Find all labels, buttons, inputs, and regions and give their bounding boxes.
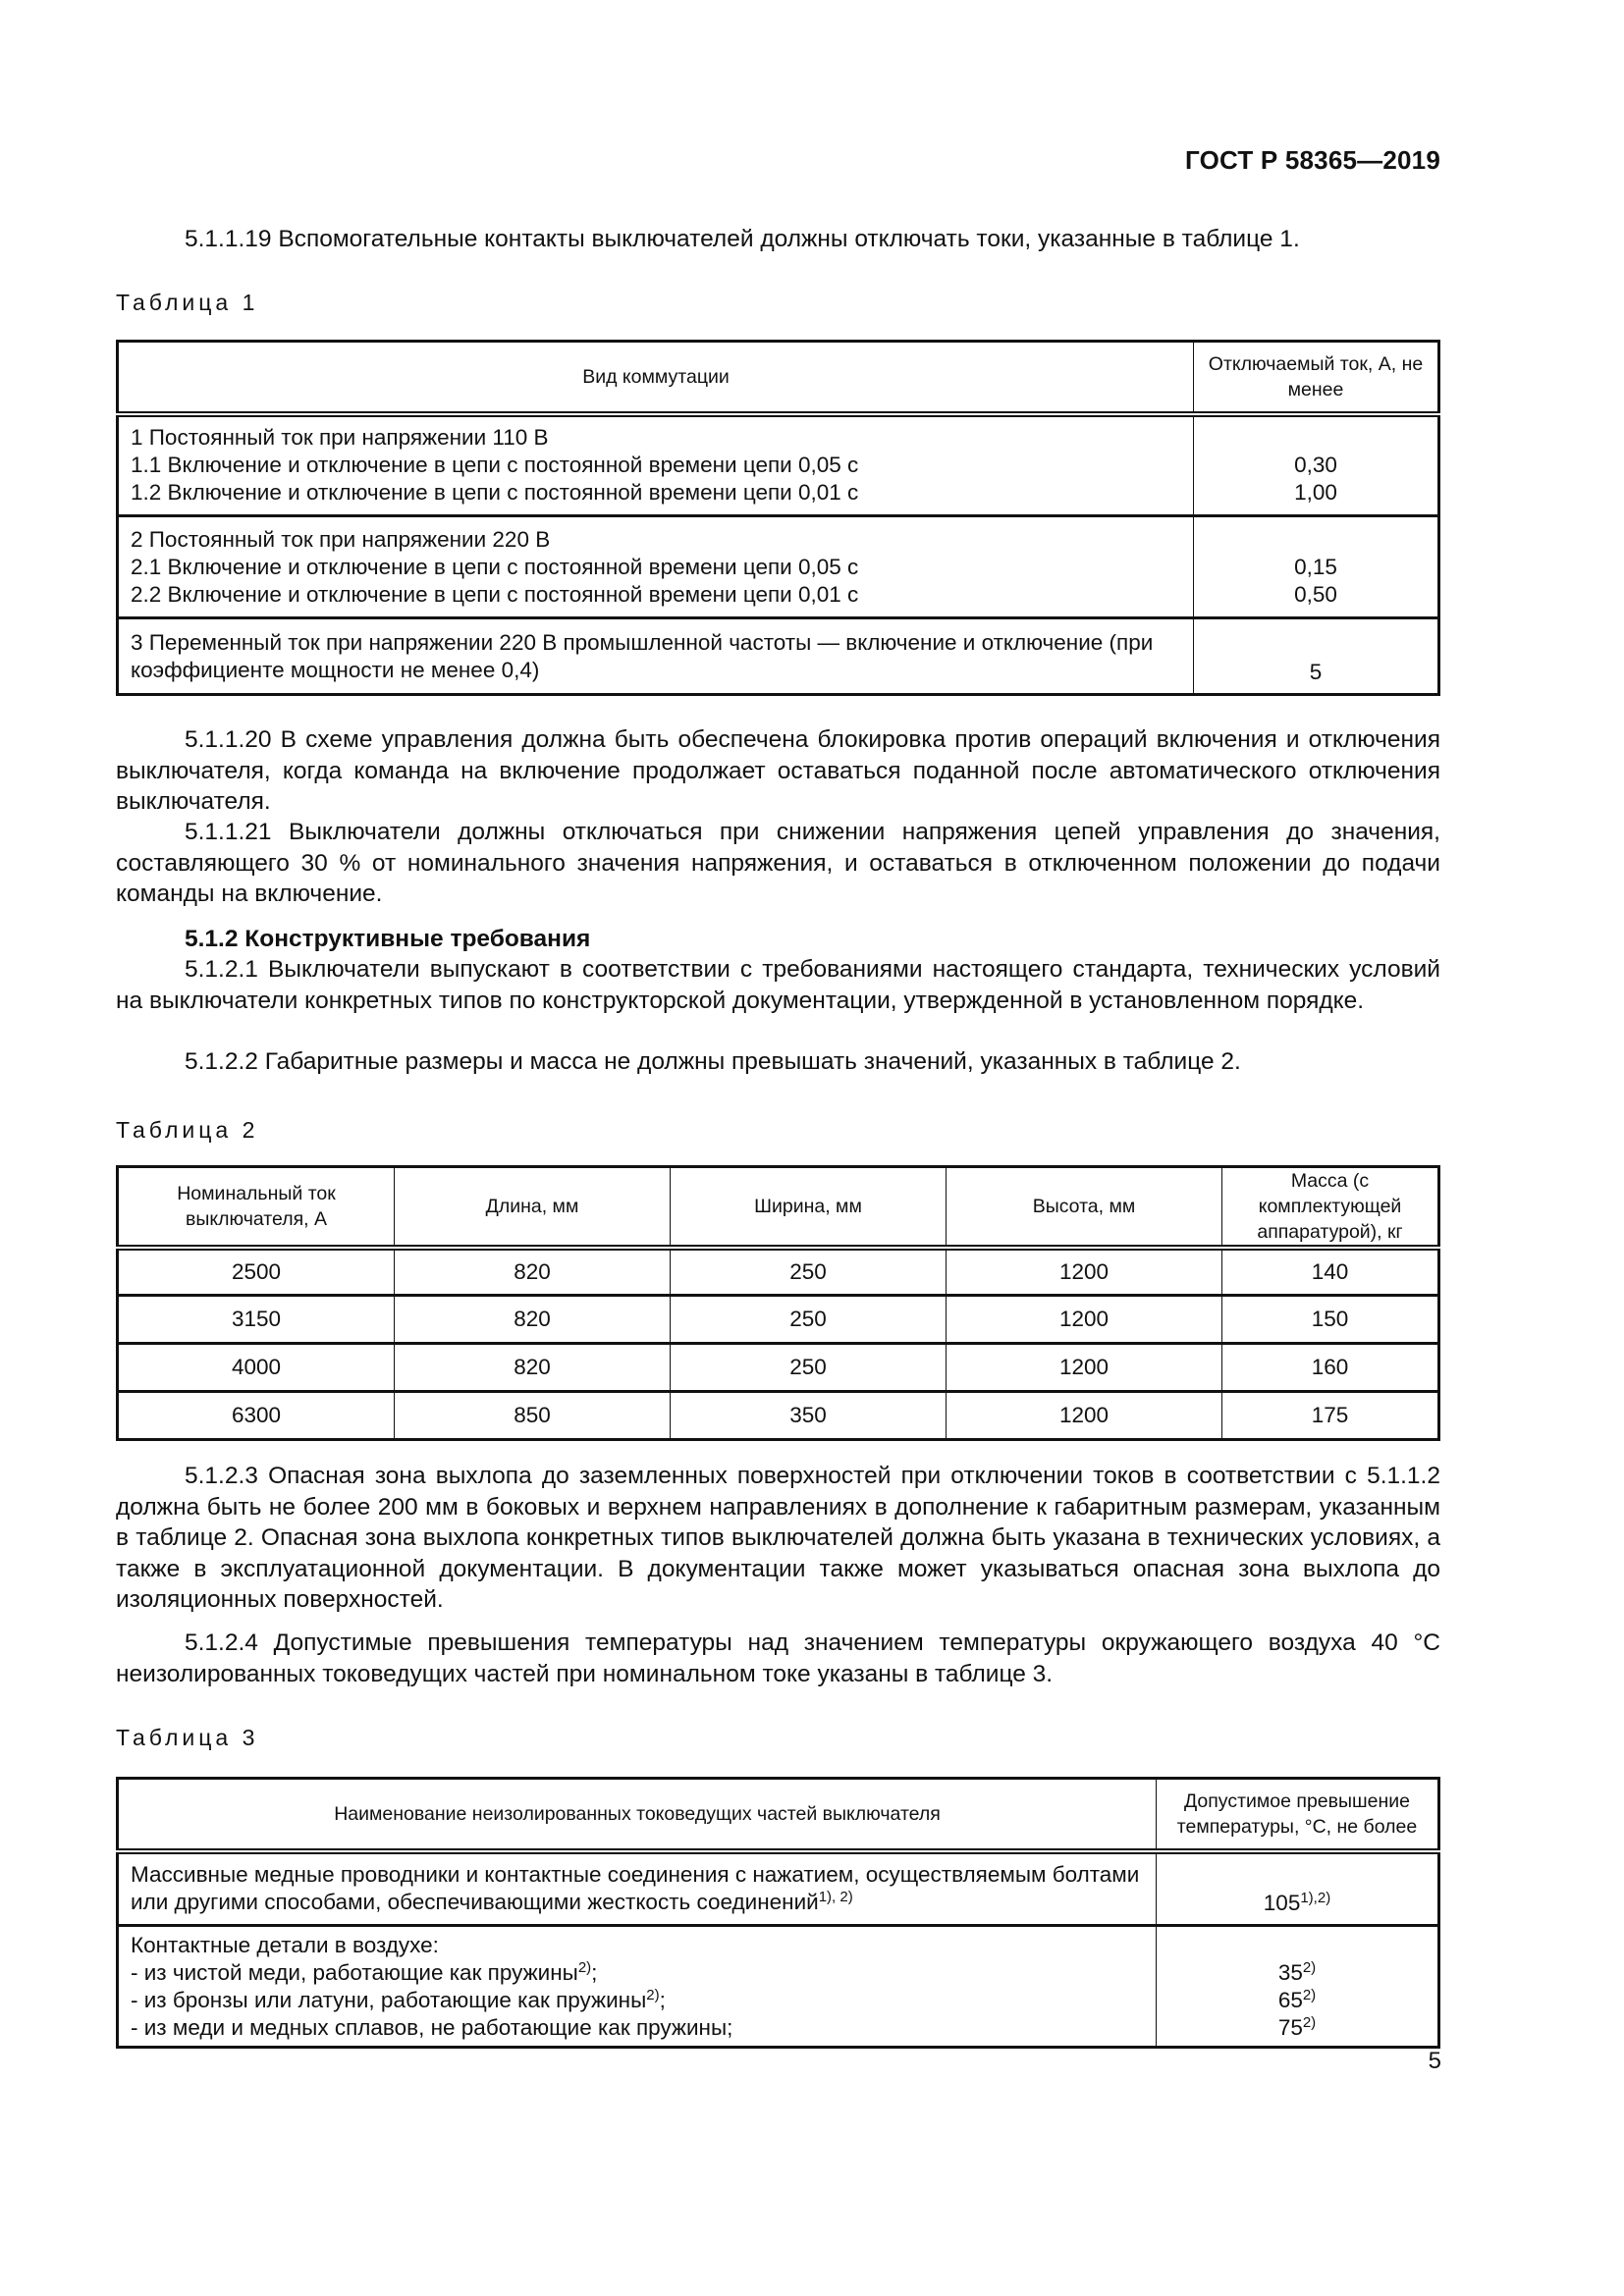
- table2-cell: 820: [395, 1295, 671, 1343]
- table1-row-value: 0,50: [1294, 581, 1337, 607]
- table2-cell: 1200: [947, 1295, 1222, 1343]
- table2-cell: 1200: [947, 1248, 1222, 1295]
- table2-cell: 250: [671, 1343, 947, 1391]
- paragraph-5-1-2-4: 5.1.2.4 Допустимые превышения температуры над значением температуры окружающего воздуха 40 °С неизолированных токоведущих частей при номинальном токе указаны в таблице 3.: [116, 1629, 1440, 1687]
- document-header-id: ГОСТ Р 58365—2019: [1185, 145, 1440, 175]
- table-row: [118, 1248, 1439, 1295]
- table2-cell: 850: [395, 1391, 671, 1439]
- table-row: [118, 1295, 1439, 1343]
- table2-cell: 2500: [118, 1248, 395, 1295]
- table3-group-title: Контактные детали в воздухе:: [131, 1932, 439, 1957]
- table2-cell: 160: [1222, 1343, 1439, 1391]
- table2-cell: 1200: [947, 1343, 1222, 1391]
- table2-cell: 1200: [947, 1391, 1222, 1439]
- page-number: 5: [1428, 2048, 1441, 2074]
- table1-row-value: 1,00: [1294, 480, 1337, 506]
- paragraph-5-1-1-20: 5.1.1.20 В схеме управления должна быть обеспечена блокировка против операций включения и отключения выключателя, когда команда на включение продолжает оставаться поданной после автоматического отключения выключателя.: [116, 726, 1440, 815]
- table2-cell: 250: [671, 1295, 947, 1343]
- table2-caption: Таблица 2: [116, 1117, 259, 1143]
- table2-cell: 820: [395, 1343, 671, 1391]
- table-2: [116, 1165, 1440, 1441]
- table2-cell: 250: [671, 1248, 947, 1295]
- table1-row-label: 2.2 Включение и отключение в цепи с постоянной времени цепи 0,01 с: [131, 581, 859, 607]
- table-row: [118, 1391, 1439, 1439]
- table1-caption: Таблица 1: [116, 290, 259, 315]
- table1-group-title: 3 Переменный ток при напряжении 220 В промышленной частоты — включение и отключение (при коэффициенте мощности не менее 0,4): [118, 618, 1194, 695]
- table1-group-title: 1 Постоянный ток при напряжении 110 В: [131, 425, 549, 451]
- table2-header-rated-current: Номинальный ток выключателя, А: [118, 1167, 395, 1249]
- table3-header-part-name: Наименование неизолированных токоведущих частей выключателя: [118, 1779, 1157, 1851]
- table2-header-mass: Масса (с комплектующей аппаратурой), кг: [1222, 1167, 1439, 1249]
- table1-group-title: 2 Постоянный ток при напряжении 220 В: [131, 526, 551, 552]
- table1-row-group-3: [118, 618, 1439, 695]
- paragraph-5-1-2-3: 5.1.2.3 Опасная зона выхлопа до заземленных поверхностей при отключении токов в соответствии с 5.1.1.2 должна быть не более 200 мм в боковых и верхнем направлениях в дополнение к габаритным размерам, указанным в таблице 2. Опасная зона выхлопа конкретных типов выключателей должна быть указана в технических условиях, а также в эксплуатационной документации. В документации также может указываться опасная зона выхлопа до изоляционных поверхностей.: [116, 1463, 1440, 1613]
- section-heading-5-1-2: 5.1.2 Конструктивные требования: [185, 926, 591, 952]
- table1-row-group-2: [118, 516, 1439, 618]
- table3-row-value: 35$^{2)}$: [1277, 1958, 1317, 1985]
- table2-cell: 6300: [118, 1391, 395, 1439]
- table3-list-item: - из бронзы или латуни, работающие как пружины$^{2)}$;: [131, 1986, 666, 2012]
- table2-cell: 150: [1222, 1295, 1439, 1343]
- table3-row-contact-parts: [118, 1926, 1439, 2048]
- table1-row-value: 0,30: [1294, 453, 1337, 478]
- table3-row-value: 65$^{2)}$: [1277, 1986, 1317, 2012]
- table-1: [116, 340, 1440, 696]
- table2-cell: 4000: [118, 1343, 395, 1391]
- table2-header-height: Высота, мм: [947, 1167, 1222, 1249]
- paragraph-5-1-1-21: 5.1.1.21 Выключатели должны отключаться при снижении напряжения цепей управления до значения, составляющего 30 % от номинального значения напряжения, и оставаться в отключенном положении до подачи команды на включение.: [116, 819, 1440, 907]
- table3-list-item: - из чистой меди, работающие как пружины$^{2)}$;: [131, 1958, 598, 1985]
- table1-row-group-1: [118, 414, 1439, 516]
- table3-caption: Таблица 3: [116, 1725, 259, 1750]
- table1-row-value: 5: [1194, 618, 1439, 695]
- table-row: [118, 1343, 1439, 1391]
- table2-header-width: Ширина, мм: [671, 1167, 947, 1249]
- table2-cell: 175: [1222, 1391, 1439, 1439]
- table2-cell: 350: [671, 1391, 947, 1439]
- table3-list-item: - из меди и медных сплавов, не работающие как пружины;: [131, 2014, 733, 2040]
- table1-row-label: 1.2 Включение и отключение в цепи с постоянной времени цепи 0,01 с: [131, 480, 859, 506]
- table1-row-value: 0,15: [1294, 554, 1337, 579]
- table3-row-massive-conductors: [118, 1851, 1439, 1926]
- table3-row-value: 75$^{2)}$: [1277, 2013, 1317, 2040]
- table3-header-temp-rise: Допустимое превышение температуры, °С, не более: [1157, 1779, 1439, 1851]
- table2-cell: 140: [1222, 1248, 1439, 1295]
- table3-row-value: $105^{1),2)}$: [1157, 1851, 1439, 1926]
- paragraph-5-1-1-19: 5.1.1.19 Вспомогательные контакты выключателей должны отключать токи, указанные в таблице 1.: [185, 226, 1300, 252]
- table1-header-breaking-current: Отключаемый ток, А, не менее: [1194, 342, 1439, 414]
- table1-header-switching-type: Вид коммутации: [118, 342, 1194, 414]
- table2-cell: 820: [395, 1248, 671, 1295]
- table2-header-length: Длина, мм: [395, 1167, 671, 1249]
- table1-row-label: 1.1 Включение и отключение в цепи с постоянной времени цепи 0,05 с: [131, 453, 859, 478]
- table1-row-label: 2.1 Включение и отключение в цепи с постоянной времени цепи 0,05 с: [131, 554, 859, 579]
- paragraph-5-1-2-2: 5.1.2.2 Габаритные размеры и масса не должны превышать значений, указанных в таблице 2.: [185, 1048, 1241, 1075]
- table2-cell: 3150: [118, 1295, 395, 1343]
- table-3: [116, 1777, 1440, 2049]
- paragraph-5-1-2-1: 5.1.2.1 Выключатели выпускают в соответствии с требованиями настоящего стандарта, технических условий на выключатели конкретных типов по конструкторской документации, утвержденной в установленном порядке.: [116, 956, 1440, 1014]
- table3-row-label: Массивные медные проводники и контактные соединения с нажатием, осуществляемым болтами или другими способами, обеспечивающими жесткость соединений$^{1), 2)}$: [118, 1851, 1157, 1926]
